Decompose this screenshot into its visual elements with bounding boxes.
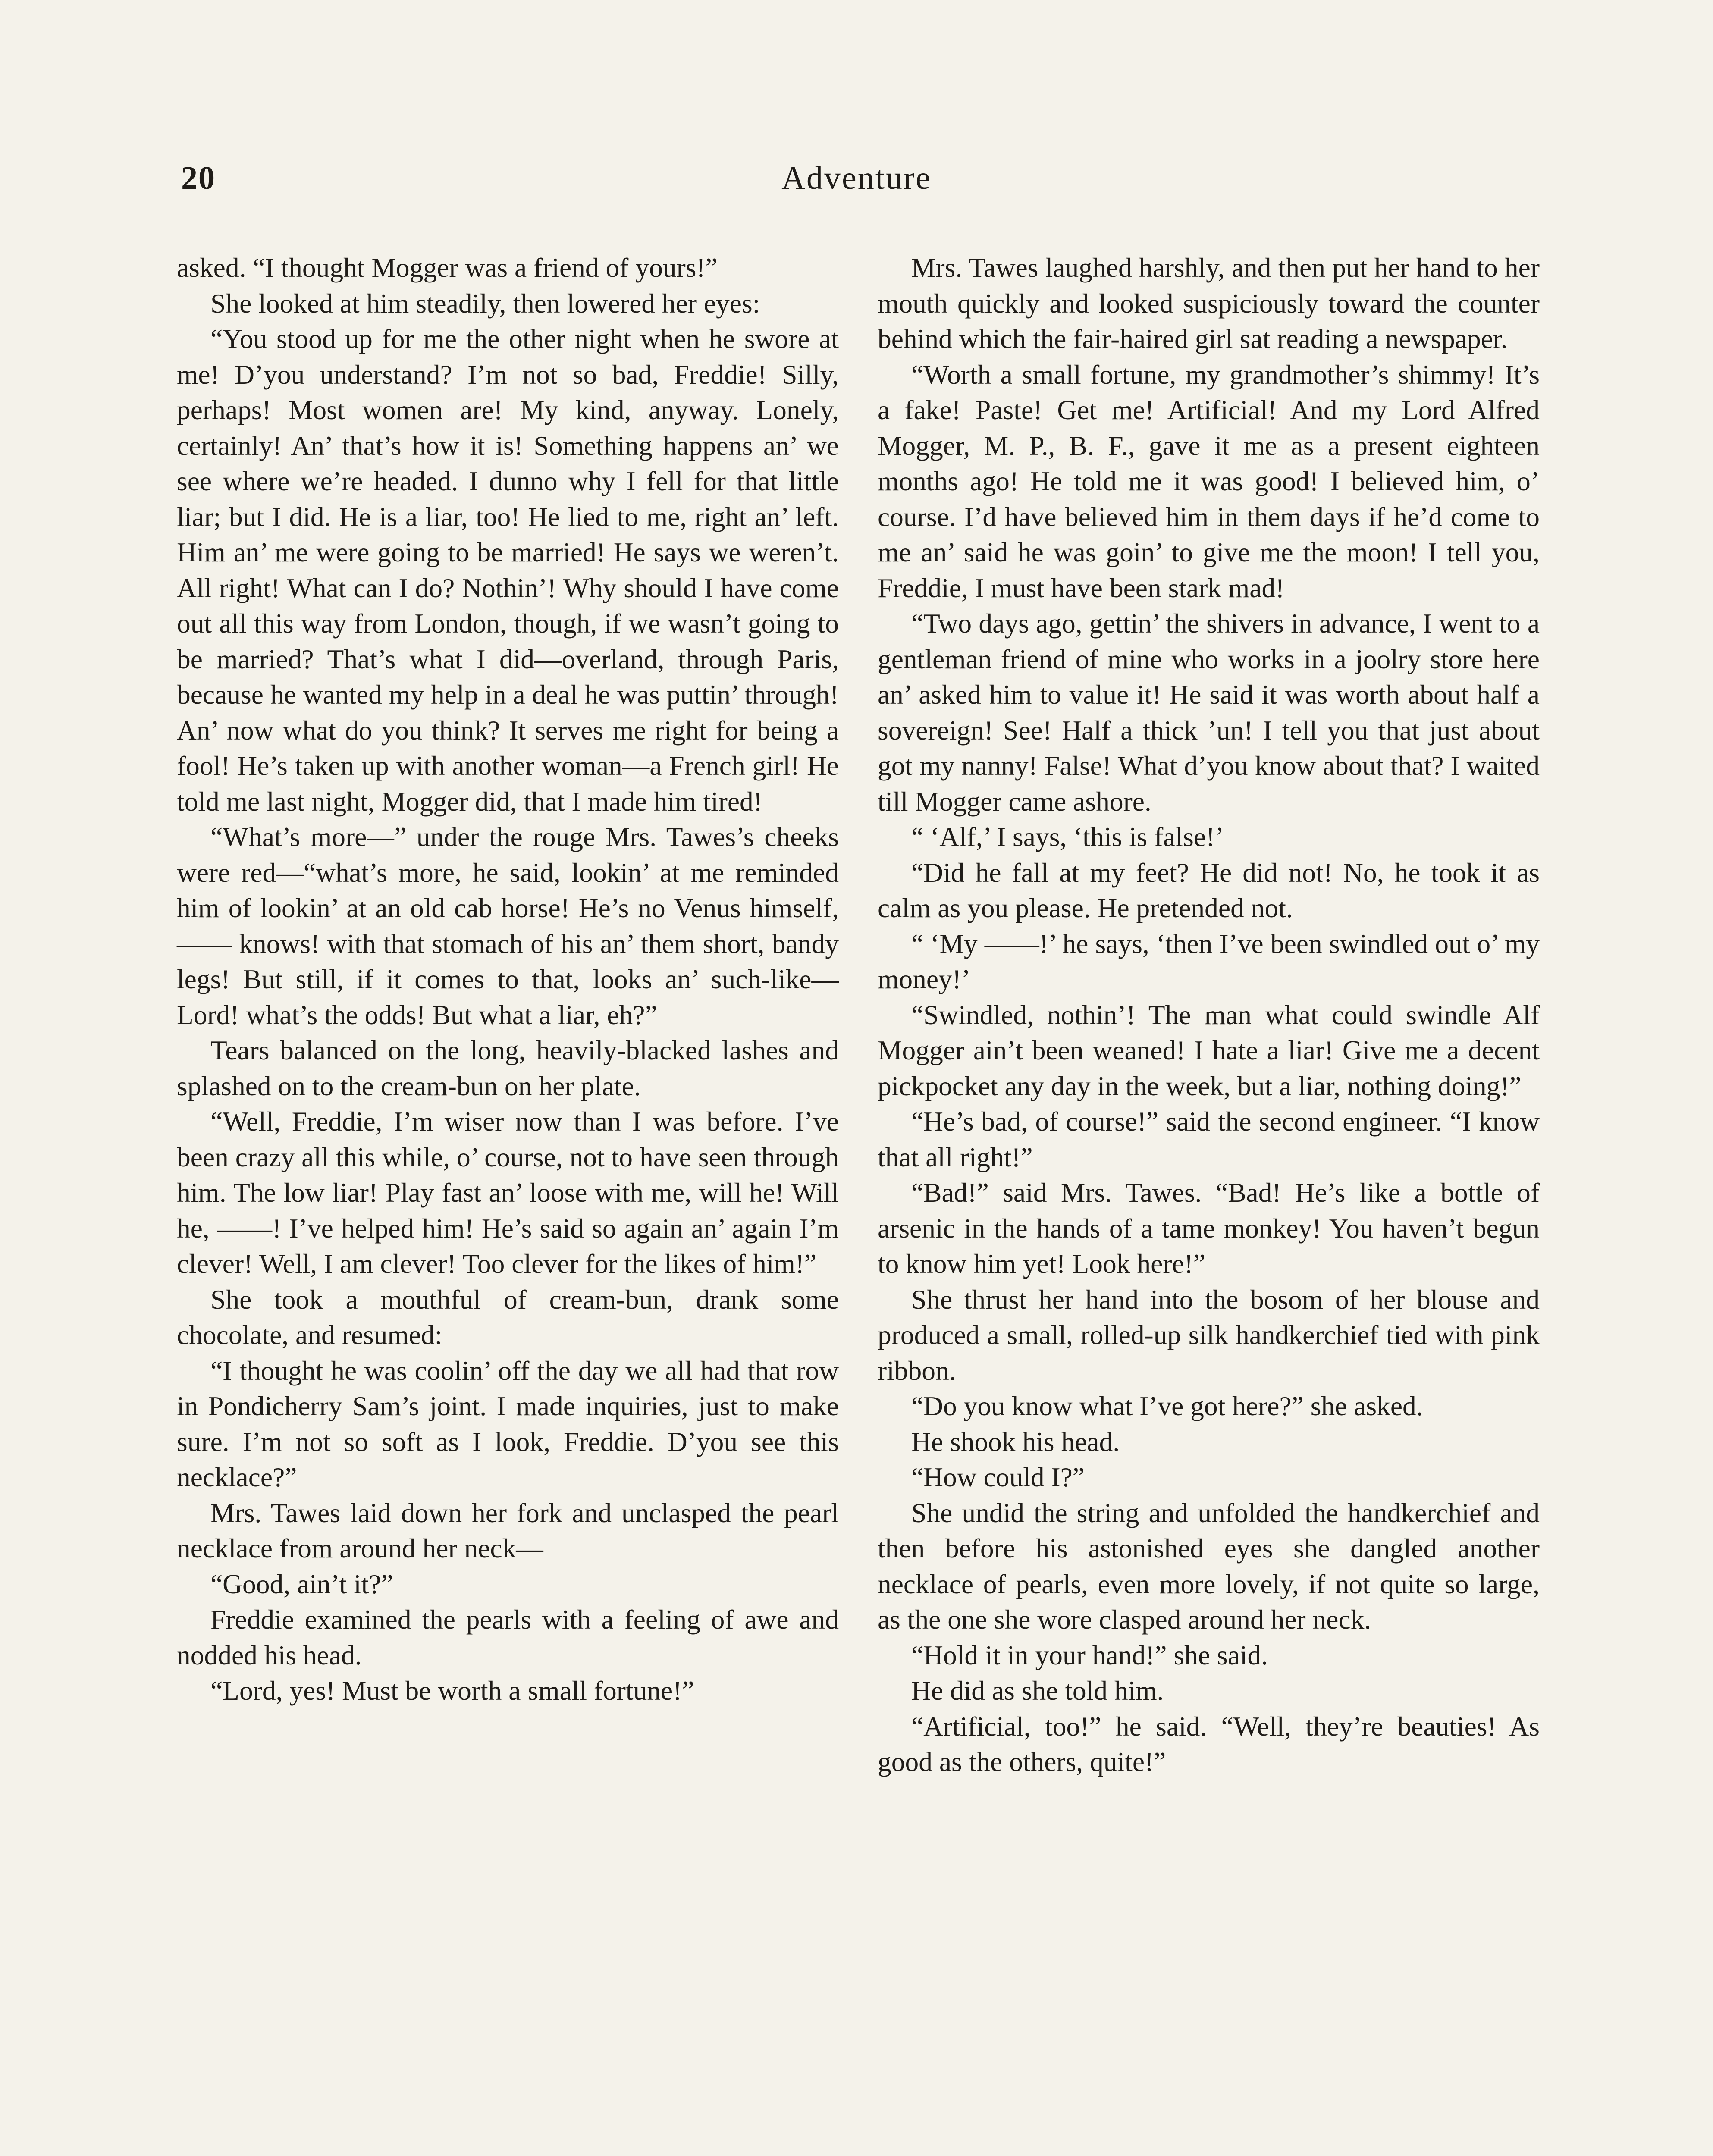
paragraph: “Artificial, too!” he said. “Well, they’re beauties! As good as the others, quite!” — [878, 1711, 1540, 1777]
paragraph: “You stood up for me the other night when he swore at me! D’you understand? I’m not so bad, Freddie! Silly, perhaps! Most women are! My kind, anyway. Lonely, certainly! An’ that’s how it is! Something happens an’ we see where we’re headed. I dunno why I fell for that little liar; but I did. He is a liar, too! He lied to me, right an’ left. Him an’ me were going to be married! He says we weren’t. All right! What can I do? Nothin’! Why should I have come out all this way from London, though, if we wasn’t going to be married? That’s what I did—overland, through Paris, because he wanted my help in a deal he was puttin’ through! An’ now what do you think? It serves me right for being a fool! He’s taken up with another woman—a French girl! He told me last night, Mogger did, that I made him tired! — [177, 323, 839, 817]
paragraph: Mrs. Tawes laid down her fork and unclasped the pearl necklace from around her neck— — [177, 1497, 839, 1564]
paragraph: “Lord, yes! Must be worth a small fortune!” — [210, 1675, 694, 1706]
running-head: Adventure — [781, 160, 932, 196]
paragraph: He did as she told him. — [911, 1675, 1164, 1706]
paragraph: She looked at him steadily, then lowered her eyes: — [210, 288, 760, 319]
paragraph: “Two days ago, gettin’ the shivers in advance, I went to a gentleman friend of mine who works in a joolry store here an’ asked him to value it! He said it was worth about half a sovereign! See! Half a thick ’un! I tell you that just about got my nanny! False! What d’you know about that? I waited till Mogger came ashore. — [878, 608, 1540, 817]
paragraph: “ ‘My ——!’ he says, ‘then I’ve been swindled out o’ my money!’ — [878, 928, 1540, 994]
text-column-left — [177, 250, 839, 1709]
paragraph: “How could I?” — [911, 1462, 1085, 1492]
paragraph: “Worth a small fortune, my grandmother’s shimmy! It’s a fake! Paste! Get me! Artificial! And my Lord Alfred Mogger, M. P., B. F., gave it me as a present eighteen months ago! He told me it was good! I believed him, o’ course. I’d have believed him in them days if he’d come to me an’ said he was goin’ to give me the moon! I tell you, Freddie, I must have been stark mad! — [878, 359, 1540, 603]
paragraph: “Hold it in your hand!” she said. — [911, 1639, 1268, 1670]
paragraph: “Do you know what I’ve got here?” she asked. — [911, 1391, 1423, 1421]
paragraph: She thrust her hand into the bosom of her blouse and produced a small, rolled-up silk handkerchief tied with pink ribbon. — [878, 1284, 1540, 1386]
paragraph: He shook his head. — [911, 1426, 1120, 1457]
paragraph: “Did he fall at my feet? He did not! No, he took it as calm as you please. He pretended not. — [878, 857, 1540, 923]
paragraph: asked. “I thought Mogger was a friend of yours!” — [177, 252, 718, 283]
paragraph: “Bad!” said Mrs. Tawes. “Bad! He’s like a bottle of arsenic in the hands of a tame monkey! You haven’t begun to know him yet! Look here!” — [878, 1177, 1540, 1279]
paragraph: “I thought he was coolin’ off the day we all had that row in Pondicherry Sam’s joint. I made inquiries, just to make sure. I’m not so soft as I look, Freddie. D’you see this necklace?” — [177, 1355, 839, 1492]
paragraph: She took a mouthful of cream-bun, drank some chocolate, and resumed: — [177, 1284, 839, 1350]
paragraph: “Well, Freddie, I’m wiser now than I was before. I’ve been crazy all this while, o’ course, not to have seen through him. The low liar! Play fast an’ loose with me, will he! Will he, ——! I’ve helped him! He’s said so again an’ again I’m clever! Well, I am clever! Too clever for the likes of him!” — [177, 1106, 839, 1279]
page-number: 20 — [181, 160, 216, 196]
paragraph: “Swindled, nothin’! The man what could swindle Alf Mogger ain’t been weaned! I hate a liar! Give me a decent pickpocket any day in the week, but a liar, nothing doing!” — [878, 999, 1540, 1101]
paragraph: “What’s more—” under the rouge Mrs. Tawes’s cheeks were red—“what’s more, he said, lookin’ at me reminded him of lookin’ at an old cab horse! He’s no Venus himself, —— knows! with that stomach of his an’ them short, bandy legs! But still, if it comes to that, looks an’ such-like—Lord! what’s the odds! But what a liar, eh?” — [177, 821, 839, 1030]
paragraph: “Good, ain’t it?” — [210, 1568, 393, 1599]
text-column-right — [878, 250, 1540, 1780]
paragraph: Mrs. Tawes laughed harshly, and then put her hand to her mouth quickly and looked suspiciously toward the counter behind which the fair-haired girl sat reading a newspaper. — [878, 252, 1540, 354]
paragraph: Freddie examined the pearls with a feeling of awe and nodded his head. — [177, 1604, 839, 1670]
paragraph: “He’s bad, of course!” said the second engineer. “I know that all right!” — [878, 1106, 1540, 1172]
paragraph: Tears balanced on the long, heavily-blacked lashes and splashed on to the cream-bun on her plate. — [177, 1035, 839, 1101]
paragraph: “ ‘Alf,’ I says, ‘this is false!’ — [911, 821, 1224, 852]
paragraph: She undid the string and unfolded the handkerchief and then before his astonished eyes she dangled another necklace of pearls, even more lovely, if not quite so large, as the one she wore clasped around her neck. — [878, 1497, 1540, 1635]
